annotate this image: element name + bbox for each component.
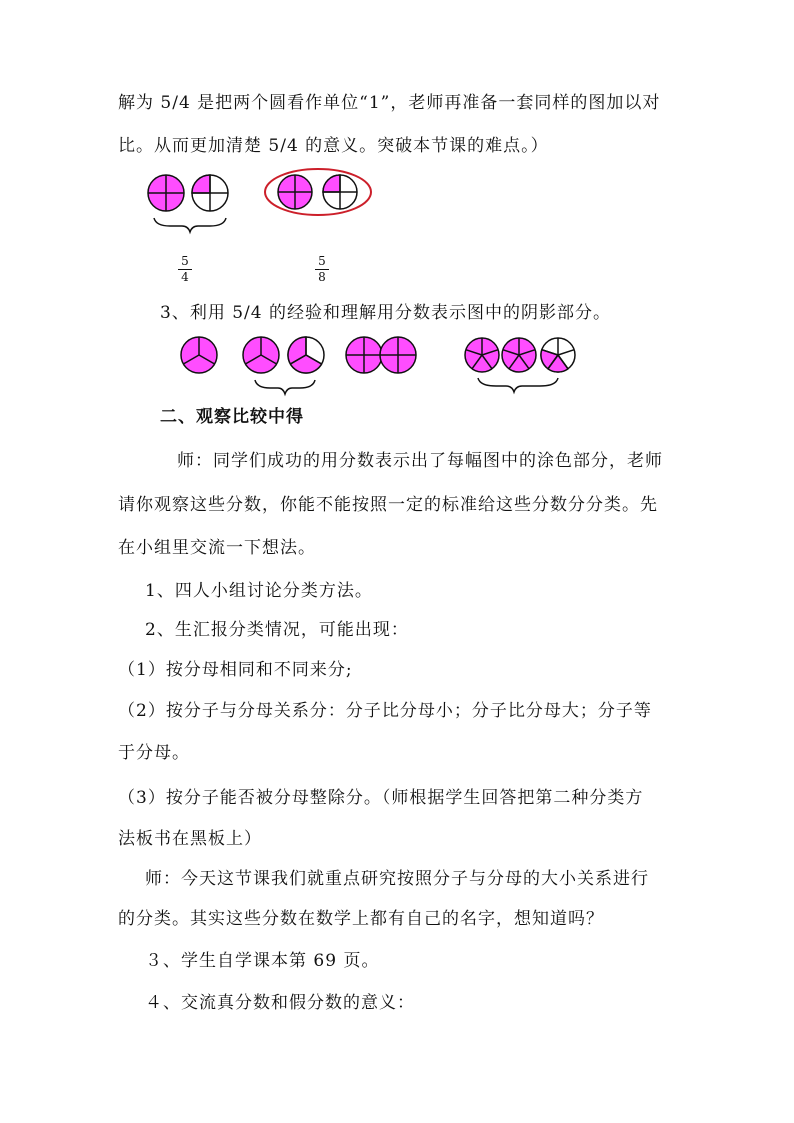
item-3: ３、学生自学课本第 69 页。 — [145, 951, 380, 971]
teacher2-line-2: 的分类。其实这些分数在数学上都有自己的名字，想知道吗？ — [118, 909, 604, 929]
teacher1-line-1: 师：同学们成功的用分数表示出了每幅图中的涂色部分，老师 — [177, 451, 663, 471]
brace-1 — [154, 218, 226, 232]
class-3-line-1: （3）按分子能否被分母整除分。（师根据学生回答把第二种分类方 — [118, 788, 644, 808]
class-2-line-2: 于分母。 — [118, 743, 190, 763]
intro-line-1: 解为 5/4 是把两个圆看作单位“1”，老师再准备一套同样的图加以对 — [118, 93, 661, 113]
section-2-title: 二、观察比较中得 — [160, 407, 304, 427]
intro-line-2: 比。从而更加清楚 5/4 的意义。突破本节课的难点。） — [118, 136, 549, 156]
item-2: 2、生汇报分类情况，可能出现： — [145, 620, 409, 640]
teacher2-line-1: 师：今天这节课我们就重点研究按照分子与分母的大小关系进行 — [145, 869, 649, 889]
teacher1-line-2: 请你观察这些分数，你能不能按照一定的标准给这些分数分分类。先 — [118, 495, 658, 515]
fraction-denominator: 4 — [181, 270, 189, 284]
figure-1 — [148, 169, 371, 232]
figure-2 — [181, 337, 575, 394]
brace-2 — [255, 380, 315, 394]
fraction-numerator: 5 — [318, 254, 326, 268]
class-3-line-2: 法板书在黑板上） — [118, 829, 262, 849]
class-1: （1）按分母相同和不同来分; — [118, 660, 353, 680]
brace-3 — [478, 378, 558, 392]
fraction-numerator: 5 — [181, 254, 189, 268]
step-3-text: 3、利用 5/4 的经验和理解用分数表示图中的阴影部分。 — [160, 303, 611, 323]
item-1: 1、四人小组讨论分类方法。 — [145, 581, 373, 601]
class-2-line-1: （2）按分子与分母关系分：分子比分母小；分子比分母大；分子等 — [118, 701, 652, 721]
fraction-denominator: 8 — [318, 270, 326, 284]
teacher1-line-3: 在小组里交流一下想法。 — [118, 538, 316, 558]
item-4: ４、交流真分数和假分数的意义： — [145, 993, 415, 1013]
